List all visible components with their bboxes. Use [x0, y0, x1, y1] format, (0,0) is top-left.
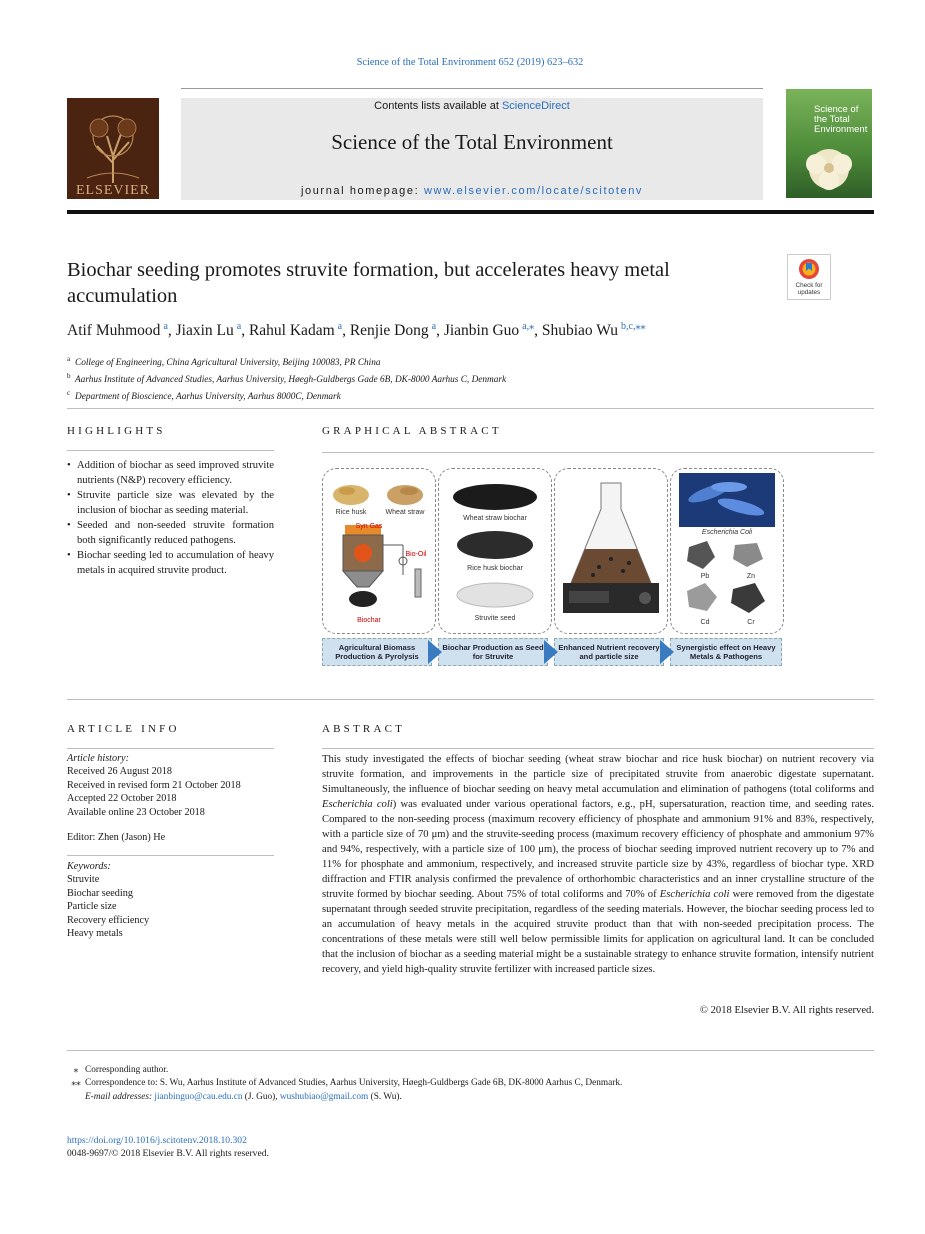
- sciencedirect-link[interactable]: ScienceDirect: [501, 100, 570, 112]
- author-affiliation-mark[interactable]: a: [431, 321, 437, 332]
- ga-step-2: Biochar Production as Seed for Struvite: [438, 638, 548, 666]
- keywords-label: Keywords:: [67, 861, 111, 872]
- journal-homepage-link[interactable]: www.elsevier.com/locate/scitotenv: [423, 185, 644, 197]
- author-name: Shubiao Wu: [541, 322, 619, 340]
- ga-step-3: Enhanced Nutrient recovery and particle size: [554, 638, 664, 666]
- doi-link[interactable]: https://doi.org/10.1016/j.scitotenv.2018.10.302: [67, 1135, 247, 1146]
- keyword-item[interactable]: Heavy metals: [67, 928, 123, 940]
- ga-step-4: Synergistic effect on Heavy Metals & Pathogens: [670, 638, 782, 666]
- history-item: Received 26 August 2018: [67, 766, 172, 778]
- elsevier-logo: [67, 98, 159, 199]
- journal-reference-link[interactable]: Science of the Total Environment 652 (2019) 623–632: [356, 57, 584, 68]
- author-name: Renjie Dong: [349, 322, 429, 340]
- abstract-text: This study investigated the effects of biochar seeding (wheat straw biochar and rice husk biochar) on nutrient recovery via struvite formation, and improvements in the particle size of precipitated struvite from anaerobic digestate supernatant. Simultaneously, the influence of biochar seeding on heavy metal accumulation and elimination of pathogens (total coliforms and Escherichia coli) was evaluated under various operational factors, e.g., pH, supersaturation, reaction time, and seeding rates. Compared to the non-seeding process (maximum recovery efficiency of phosphate and ammonium 91% and 83%, respectively, with a particle size of 70 μm) and the struvite-seeding process (maximum recovery efficiency of phosphate and ammonium 97% and 94%, respectively, with a particle size of 100 μm), the process of biochar seeding improved nutrient recovery up to 7% and 11% for phosphate and ammonium, respectively, and increased struvite particle size by 43%, regardless of biochar type. XRD diffraction and FTIR analysis confirmed the prevalence of orthorhombic characteristics and an inner crystalline structure of the struvite formed by biochar seeding. About 75% of total coliforms and 70% of Escherichia coli were removed from the digestate supernatant through seeded struvite precipitation, regardless of the seeding materials. However, the biochar seeding process led to an accumulation of heavy metals in the acquired struvite product than that with non-seeded precipitation process. The concentrations of these metals were still well below permissible limits for application on agricultural land. It can be concluded that the inclusion of biochar as a seeding material might be a sustainable strategy to enhance struvite formation, intensify nutrient recovery, and yield high-quality struvite fertilizer with increased particle sizes.: [322, 754, 874, 975]
- history-item: Received in revised form 21 October 2018: [67, 779, 241, 791]
- highlight-item: • Biochar seeding led to accumulation of heavy metals in acquired struvite product.: [67, 548, 274, 578]
- ga-label-cr: Cr: [747, 619, 755, 626]
- author-affiliation-mark[interactable]: a: [236, 321, 242, 332]
- author-affiliation-mark[interactable]: a: [337, 321, 343, 332]
- affiliation-item: $^c$ Department of Bioscience, Aarhus University, Aarhus 8000C, Denmark: [67, 389, 341, 403]
- contents-line: Contents lists available at ScienceDirect: [374, 100, 570, 112]
- rice-husk-biochar-image: [453, 529, 537, 561]
- ga-label-bio-oil: Bio-Oil: [405, 551, 427, 558]
- keywords-block: [67, 860, 274, 940]
- journal-title: Science of the Total Environment: [331, 130, 613, 154]
- abstract-heading: ABSTRACT: [322, 723, 406, 735]
- history-item: Available online 23 October 2018: [67, 806, 205, 818]
- affiliation-item: $^a$ College of Engineering, China Agricultural University, Beijing 100083, PR China: [67, 355, 381, 369]
- highlights-heading: HIGHLIGHTS: [67, 425, 166, 437]
- cover-title: Science of the Total Environment: [814, 104, 868, 135]
- highlights-list: [67, 458, 274, 578]
- highlight-item: • Struvite particle size was elevated by the inclusion of biochar as seeding material.: [67, 488, 274, 518]
- keyword-item[interactable]: Biochar seeding: [67, 887, 133, 899]
- author-name: Atif Muhmood: [67, 322, 161, 340]
- ga-label-zn: Zn: [746, 573, 756, 580]
- ga-label-rice-husk: Rice husk: [335, 509, 367, 516]
- footnotes: ⁎ Corresponding author. ⁎⁎ Correspondence to: S. Wu, Aarhus Institute of Advanced Studies, Aarhus University, Høegh-Guldbergs Gade 6B, DK-8000 Aarhus C, Denmark. E-mail addresses: jianbinguo@cau.edu.cn (J. Guo), wushubiao@gmail.com (S. Wu).: [71, 1065, 623, 1102]
- keyword-item[interactable]: Struvite: [67, 874, 100, 886]
- ga-arrow-2-icon: [544, 640, 558, 664]
- history-label: Article history:: [67, 753, 129, 764]
- ga-panel-nutrient-recovery: [554, 468, 668, 634]
- author-name: Jiaxin Lu: [175, 322, 234, 340]
- ecoli-image: [679, 473, 775, 527]
- ga-label-syn-gas: Syn Gas: [355, 523, 383, 530]
- ga-panel-biochar-seed: [438, 468, 552, 634]
- journal-cover[interactable]: [786, 89, 872, 198]
- author-name: Rahul Kadam: [248, 322, 335, 340]
- elsevier-wordmark: ELSEVIER: [75, 183, 151, 198]
- author-name: Jianbin Guo: [443, 322, 520, 340]
- email-guo-link[interactable]: jianbinguo@cau.edu.cn: [154, 1091, 243, 1102]
- wheat-straw-biochar-image: [449, 479, 541, 511]
- email-wu-link[interactable]: wushubiao@gmail.com: [279, 1091, 369, 1102]
- ga-label-wheat-straw: Wheat straw: [385, 509, 425, 516]
- ga-arrow-3-icon: [660, 640, 674, 664]
- editor-line: Editor: Zhen (Jason) He: [67, 832, 166, 844]
- ga-panel-pyrolysis: [322, 468, 436, 634]
- rice-husk-image: [331, 479, 371, 507]
- ga-label-wheat-straw-biochar: Wheat straw biochar: [463, 515, 527, 522]
- highlight-item: • Addition of biochar as seed improved struvite nutrients (N&P) recovery efficiency.: [67, 458, 274, 488]
- issn-line: 0048-9697/© 2018 Elsevier B.V. All rights reserved.: [67, 1148, 269, 1160]
- erlenmeyer-flask-icon: [559, 479, 663, 629]
- article-info: [67, 752, 274, 844]
- ga-label-ecoli: Escherichia Coli: [701, 529, 753, 536]
- check-updates-label: Check for updates: [795, 282, 823, 296]
- author-affiliation-mark[interactable]: a,⁎: [522, 321, 535, 332]
- article-title: Biochar seeding promotes struvite formation, but accelerates heavy metal accumulation: [67, 259, 670, 307]
- history-item: Accepted 22 October 2018: [67, 793, 177, 805]
- check-for-updates-button[interactable]: [787, 254, 831, 300]
- ga-step-1: Agricultural Biomass Production & Pyrolysis: [322, 638, 432, 666]
- abstract-copyright: © 2018 Elsevier B.V. All rights reserved.: [699, 1005, 874, 1016]
- author-list: Atif Muhmood $^a$, Jiaxin Lu $^a$, Rahul Kadam $^a$, Renjie Dong $^a$, Jianbin Guo $^{a,⁎}$, Shubiao Wu $^{b,c,⁎⁎}$: [67, 321, 646, 340]
- pyrolysis-reactor-icon: [333, 519, 429, 611]
- masthead-box: [181, 98, 763, 200]
- affiliations: [67, 353, 827, 404]
- check-updates-icon: [798, 258, 820, 282]
- ga-panel-metals-pathogens: [670, 468, 784, 634]
- cover-flower-icon: [796, 144, 862, 194]
- ga-label-biochar: Biochar: [357, 617, 381, 624]
- affiliation-item: $^b$ Aarhus Institute of Advanced Studies, Aarhus University, Høegh-Guldbergs Gade 6B, DK-8000 Aarhus C, Denmark: [67, 372, 507, 386]
- graphical-abstract-figure[interactable]: [322, 466, 784, 668]
- struvite-seed-image: [453, 579, 537, 609]
- journal-homepage-line: journal homepage: www.elsevier.com/locate/scitotenv: [300, 185, 644, 197]
- ga-label-pb: Pb: [700, 573, 710, 580]
- wheat-straw-image: [385, 479, 425, 507]
- author-affiliation-mark[interactable]: b,c,⁎⁎: [621, 321, 646, 332]
- ga-arrow-1-icon: [428, 640, 442, 664]
- article-info-heading: ARTICLE INFO: [67, 723, 180, 735]
- ga-label-cd: Cd: [700, 619, 710, 626]
- keyword-item[interactable]: Recovery efficiency: [67, 914, 150, 926]
- author-affiliation-mark[interactable]: a: [163, 321, 168, 332]
- ga-label-struvite-seed: Struvite seed: [474, 615, 516, 622]
- ga-label-rice-husk-biochar: Rice husk biochar: [467, 565, 523, 572]
- keyword-item[interactable]: Particle size: [67, 901, 117, 913]
- graphical-abstract-heading: GRAPHICAL ABSTRACT: [322, 425, 502, 437]
- highlight-item: • Seeded and non-seeded struvite formation both significantly reduced pathogens.: [67, 518, 274, 548]
